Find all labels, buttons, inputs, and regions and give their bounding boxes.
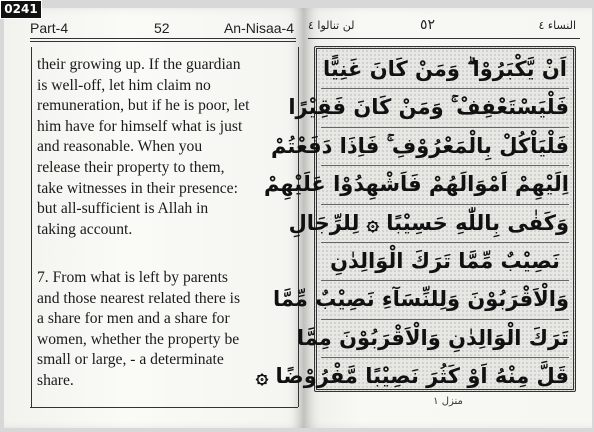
arabic-line: اِلَيْهِمْ اَمْوَالَهُمْ فَاَشْهِدُوْا عَلَيْهِمْ bbox=[321, 166, 569, 204]
arabic-line: اَنْ يَّكْبَرُوْا ۗ وَمَنْ كَانَ غَنِيًّا bbox=[321, 51, 569, 89]
header-rule bbox=[30, 38, 296, 39]
text-line: their growing up. If the guardian bbox=[37, 56, 241, 73]
arabic-line: قَلَّ مِنْهُ اَوْ كَثُرَ نَصِيْبًا مَّفْرُوْضًا ۞ bbox=[255, 364, 569, 389]
translation-paragraph-1 bbox=[37, 55, 293, 240]
header-rule-inner bbox=[30, 41, 296, 42]
arabic-line: تَرَكَ الْوَالِدٰنِ وَالْاَقْرَبُوْنَ مِمَّا bbox=[321, 320, 569, 358]
text-line: remuneration, but if he is poor, let bbox=[37, 97, 250, 115]
arabic-line: فَلْيَسْتَعْفِفْ ۚ وَمَنْ كَانَ فَقِيْرًا bbox=[321, 89, 569, 127]
arabic-surah-label: النساء ٤ bbox=[538, 19, 576, 32]
part-label: Part-4 bbox=[30, 20, 69, 36]
left-page-header bbox=[30, 18, 294, 38]
text-line: release their property to them, bbox=[37, 158, 225, 176]
text-line: and reasonable. When you bbox=[37, 138, 203, 156]
arabic-text-frame bbox=[255, 46, 576, 392]
page-number: 52 bbox=[154, 20, 170, 36]
text-line: women, whether the property be bbox=[37, 330, 240, 348]
arabic-line: وَكَفٰى بِاللّٰهِ حَسِيْبًا ۞ لِلرِّجَالِ bbox=[321, 205, 569, 243]
text-line: take witnesses in their presence: bbox=[37, 179, 238, 197]
text-line: a share for men and a share for bbox=[37, 310, 230, 328]
text-line: small or large, - a determinate bbox=[37, 351, 224, 369]
arabic-line: وَالْاَقْرَبُوْنَ وَلِلنِّسَآءِ نَصِيْبٌ مِّمَّا bbox=[321, 281, 569, 319]
translation-frame bbox=[31, 47, 299, 407]
text-line: 7. From what is left by parents bbox=[37, 269, 228, 286]
translation-paragraph-2 bbox=[37, 268, 293, 392]
text-line: him have for himself what is just bbox=[37, 117, 243, 135]
arabic-line: نَصِيْبٌ مِّمَّا تَرَكَ الْوَالِدٰنِ bbox=[321, 243, 569, 281]
juz-label: لن تنالوا ٤ bbox=[308, 19, 355, 32]
text-line: share. bbox=[37, 371, 74, 389]
surah-label: An-Nisaa-4 bbox=[223, 20, 294, 36]
arabic-page-number: ٥٢ bbox=[420, 17, 436, 33]
text-line: taking account. bbox=[37, 220, 133, 238]
arabic-header-rule bbox=[308, 38, 580, 39]
right-page-header bbox=[308, 17, 576, 39]
open-book bbox=[4, 8, 592, 428]
text-line: and those nearest related there is bbox=[37, 289, 241, 307]
text-line: but all-sufficient is Allah in bbox=[37, 200, 209, 218]
text-line: is well-off, let him claim no bbox=[37, 76, 211, 94]
manzil-footer: منزل ١ bbox=[433, 396, 463, 407]
arabic-line: فَلْيَاْكُلْ بِالْمَعْرُوْفِ ۚ فَاِذَا دَفَعْتُمْ bbox=[321, 128, 569, 166]
image-tag: 0241 bbox=[0, 0, 42, 19]
footer-rule bbox=[30, 407, 298, 408]
